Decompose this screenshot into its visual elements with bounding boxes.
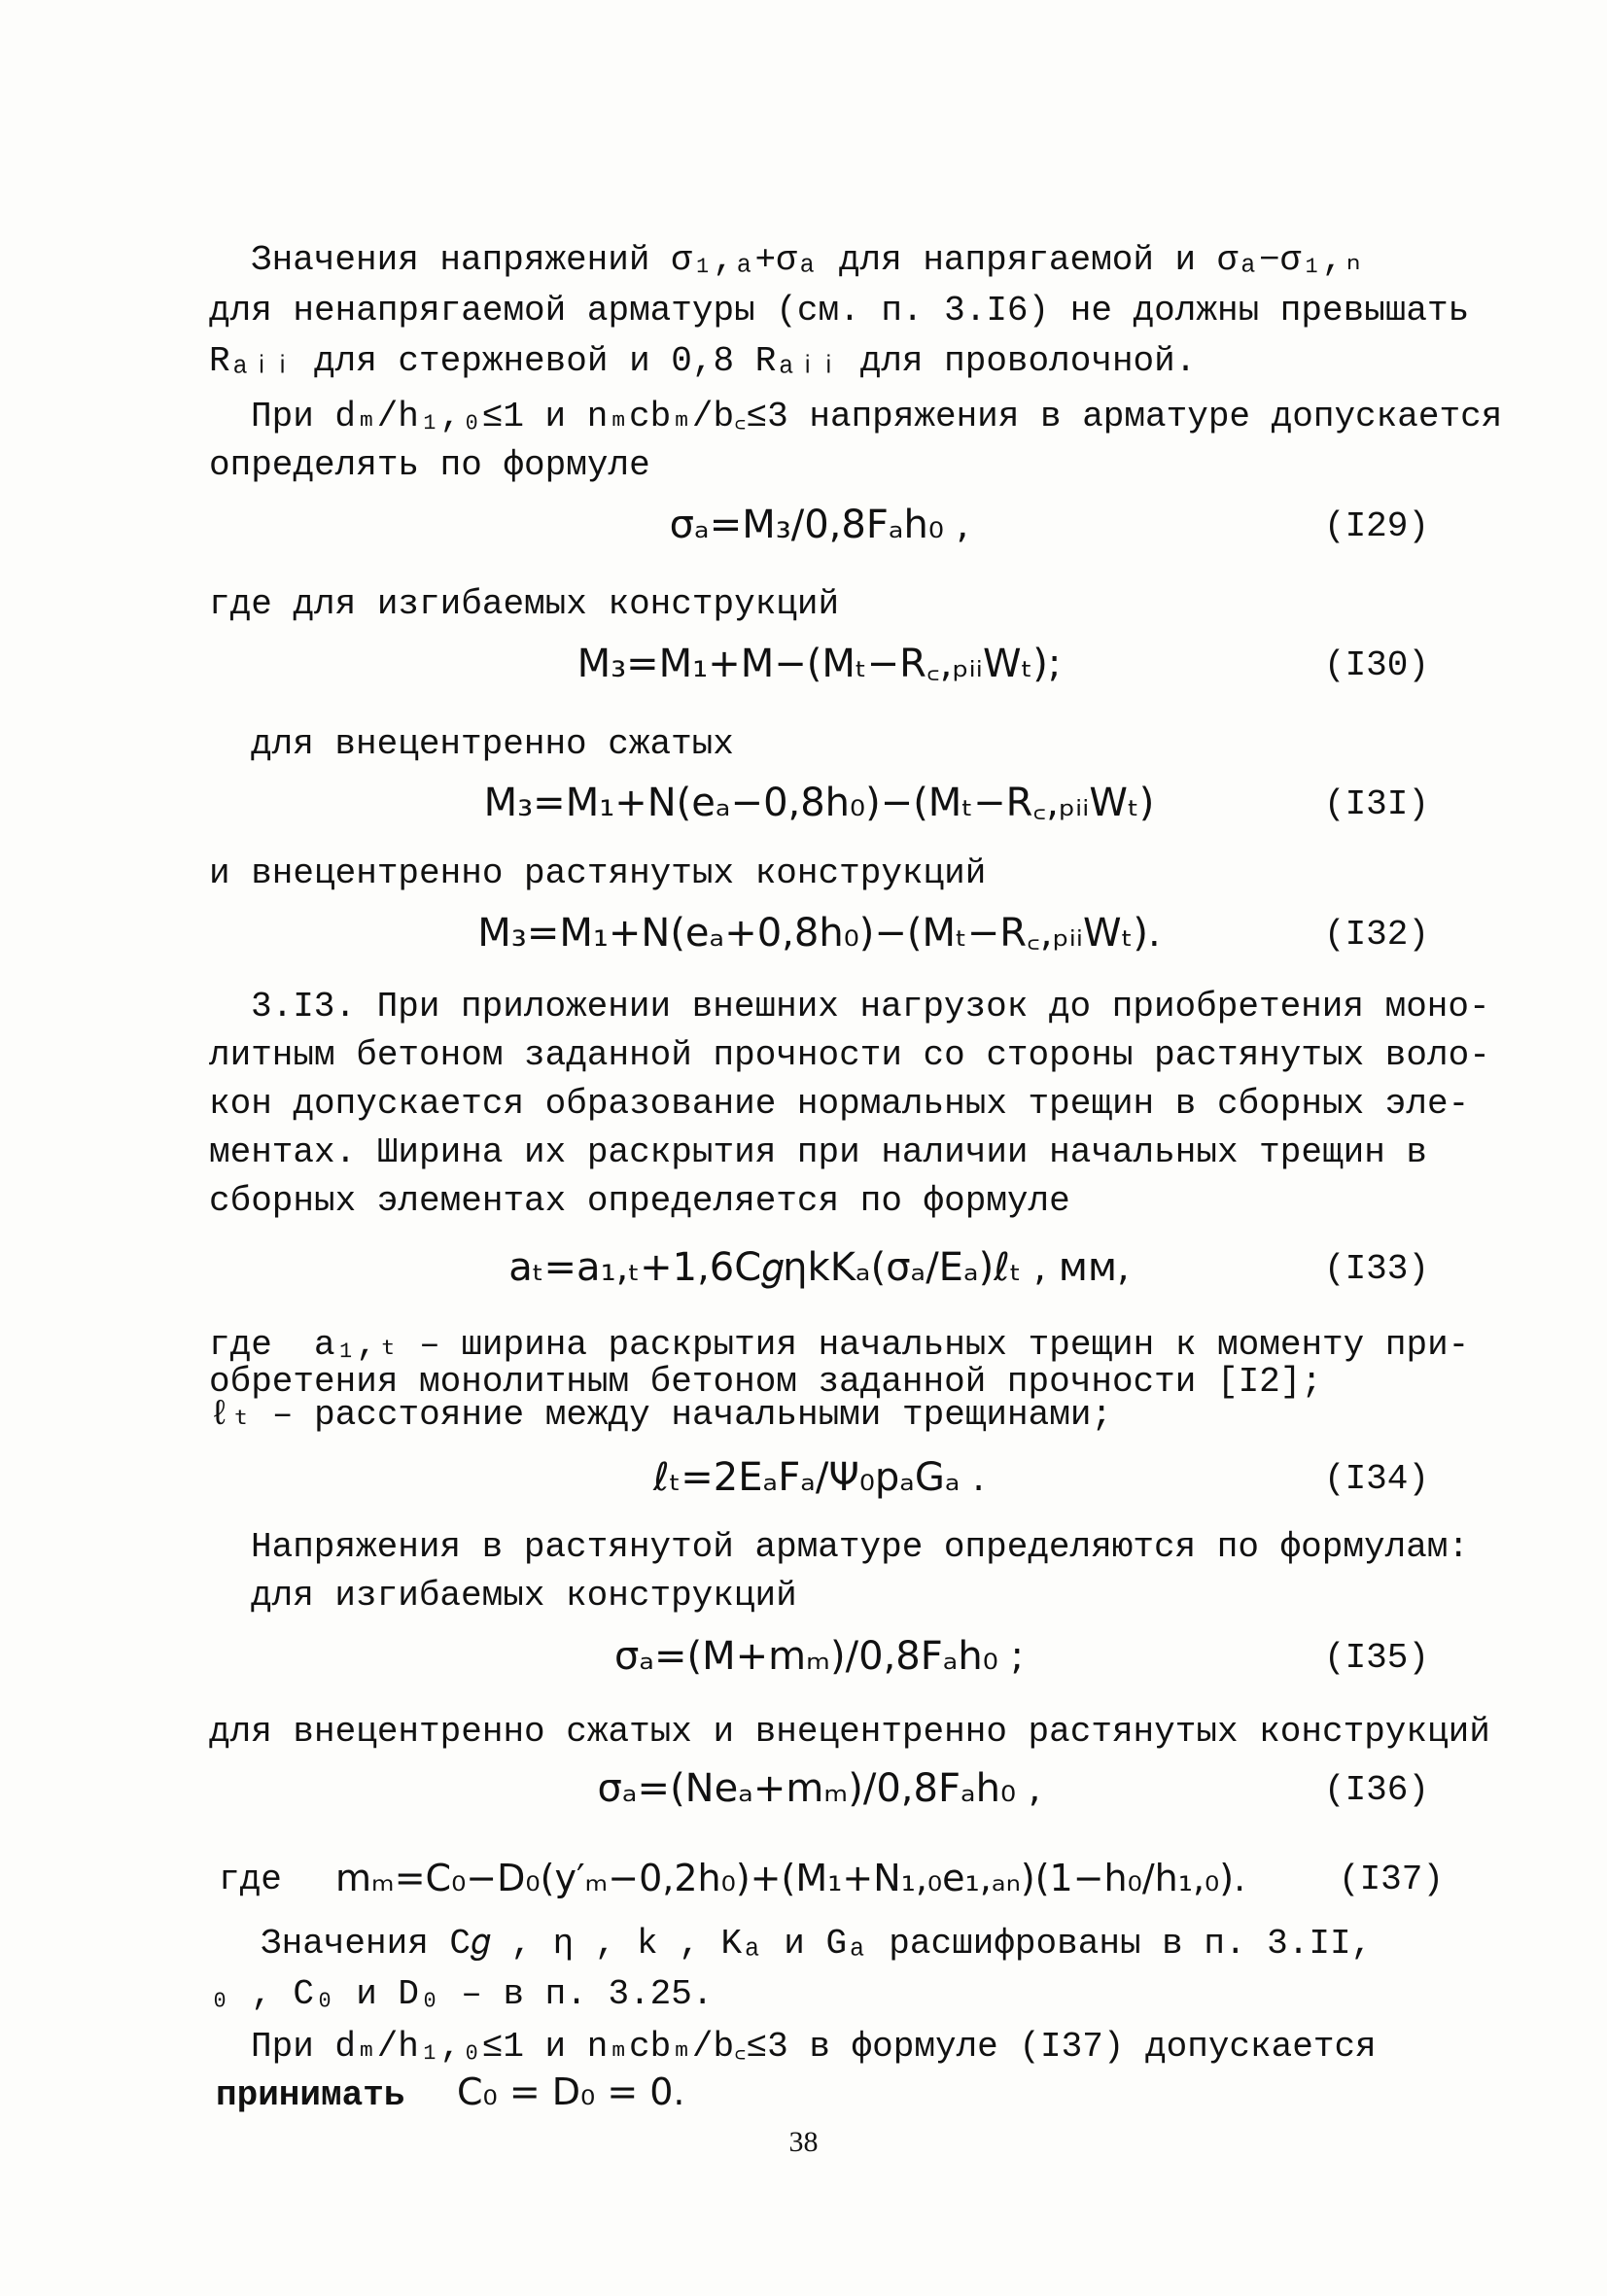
text-line: 3.I3. При приложении внешних нагрузок до приобретения моно-: [251, 987, 1490, 1026]
formula: aₜ=a₁,ₜ+1,6C𝑔ηkKₐ(σₐ/Eₐ)ℓₜ , мм,: [508, 1245, 1130, 1290]
equation-number: (I36): [1323, 1770, 1429, 1810]
equation-132: [209, 906, 1429, 964]
text-line: для ненапрягаемой арматуры (см. п. 3.I6) не должны превышать: [209, 291, 1470, 330]
equation-130: [209, 637, 1429, 695]
text-line: принимать: [216, 2075, 405, 2115]
text-line: для внецентренно сжатых и внецентренно растянутых конструкций: [209, 1712, 1490, 1752]
equation-number: (I32): [1323, 915, 1429, 955]
equation-number: (I35): [1323, 1638, 1429, 1678]
formula: mₘ=C₀−D₀(y′ₘ−0,2h₀)+(M₁+N₁,₀e₁,ₐₙ)(1−h₀/h₁,₀).: [335, 1857, 1246, 1899]
equation-number: (I34): [1323, 1459, 1429, 1499]
text-line: ментах. Ширина их раскрытия при наличии начальных трещин в: [209, 1132, 1428, 1172]
text-line: Значения напряжений σ₁,ₐ+σₐ для напрягаемой и σₐ−σ₁,ₙ: [251, 240, 1365, 280]
equation-number: (I30): [1323, 645, 1429, 685]
equation-129: [209, 498, 1429, 556]
text-line: где для изгибаемых конструкций: [209, 584, 840, 624]
formula: σₐ=(Neₐ+mₘ)/0,8Fₐh₀ ,: [597, 1766, 1041, 1811]
text-line: кон допускается образование нормальных трещин в сборных эле-: [209, 1084, 1470, 1124]
text-line: для внецентренно сжатых: [251, 724, 734, 764]
equation-133: [209, 1240, 1429, 1299]
formula: M₃=M₁+N(eₐ−0,8h₀)−(Mₜ−R꜀,ₚᵢᵢWₜ): [483, 781, 1155, 825]
text-line: для изгибаемых конструкций: [251, 1576, 797, 1616]
text-line: Rₐᵢᵢ для стержневой и 0,8 Rₐᵢᵢ для проволочной.: [209, 341, 1197, 381]
formula: σₐ=(M+mₘ)/0,8Fₐh₀ ;: [614, 1634, 1024, 1679]
text-line: C₀ = D₀ = 0.: [457, 2070, 685, 2113]
text-line: Значения C𝑔 , η , k , Kₐ и Gₐ расшифрованы в п. 3.II,: [261, 1924, 1373, 1964]
equation-134: [209, 1450, 1429, 1509]
equation-135: [209, 1629, 1429, 1687]
equation-136: [209, 1761, 1429, 1820]
text-line: При dₘ/h₁,₀≤1 и nₘcbₘ/b꜀≤3 в формуле (I37) допускается: [251, 2027, 1377, 2067]
equation-137: [326, 1851, 1444, 1909]
text-line: Напряжения в растянутой арматуре определяются по формулам:: [251, 1527, 1470, 1567]
text-line: ℓₜ – расстояние между начальными трещинами;: [209, 1395, 1113, 1435]
equation-131: [209, 776, 1429, 834]
equation-number: (I37): [1338, 1860, 1444, 1899]
equation-number: (I29): [1323, 506, 1429, 546]
text-line: литным бетоном заданной прочности со стороны растянутых воло-: [209, 1035, 1490, 1075]
text-line: При dₘ/h₁,₀≤1 и nₘcbₘ/b꜀≤3 напряжения в арматуре допускается: [251, 397, 1503, 436]
formula: σₐ=M₃/0,8Fₐh₀ ,: [669, 503, 969, 547]
equation-number: (I3I): [1323, 784, 1429, 824]
text-line: где a₁,ₜ – ширина раскрытия начальных трещин к моменту при-: [209, 1325, 1470, 1365]
text-line: ₀ , C₀ и D₀ – в п. 3.25.: [209, 1974, 714, 2014]
text-line: обретения монолитным бетоном заданной прочности [I2];: [209, 1362, 1322, 1402]
formula: M₃=M₁+M−(Mₜ−R꜀,ₚᵢᵢWₜ);: [576, 642, 1062, 686]
text-line: где: [219, 1860, 282, 1899]
text-line: сборных элементах определяется по формуле: [209, 1181, 1070, 1221]
text-line: определять по формуле: [209, 445, 650, 485]
formula: ℓₜ=2EₐFₐ/Ψ₀pₐGₐ .: [652, 1455, 986, 1500]
text-line: и внецентренно растянутых конструкций: [209, 853, 987, 893]
page-number: 38: [788, 2126, 819, 2158]
equation-number: (I33): [1323, 1249, 1429, 1289]
formula: M₃=M₁+N(eₐ+0,8h₀)−(Mₜ−R꜀,ₚᵢᵢWₜ).: [477, 911, 1161, 956]
